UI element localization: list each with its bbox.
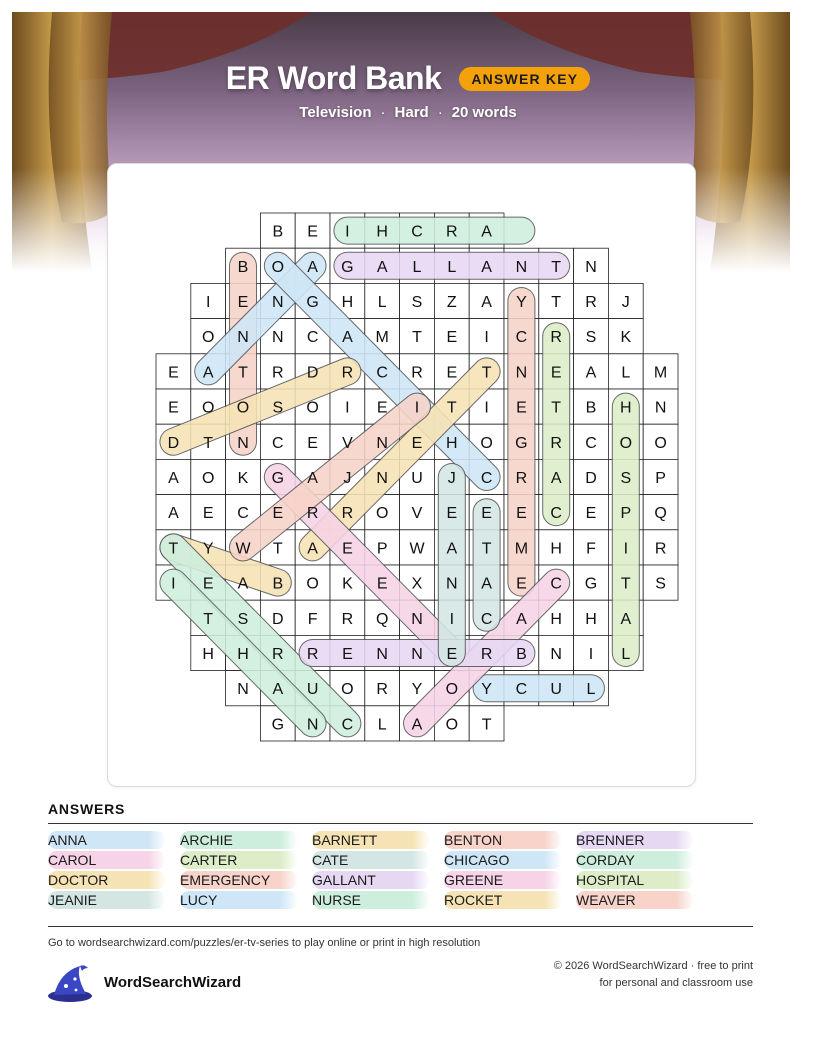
grid-letter: I — [205, 294, 211, 311]
grid-letter: E — [446, 364, 458, 382]
grid-letter: C — [585, 434, 597, 452]
grid-letter: B — [585, 399, 597, 417]
answer-word-archie: ARCHIE — [180, 831, 298, 849]
answer-word-carol: CAROL — [48, 851, 166, 869]
grid-letter: C — [341, 716, 354, 734]
grid-letter: D — [167, 434, 180, 452]
grid-letter: I — [414, 399, 420, 417]
grid-letter: R — [550, 434, 562, 452]
grid-letter: C — [237, 505, 249, 523]
grid-letter: I — [345, 399, 350, 417]
grid-letter: C — [411, 223, 423, 241]
grid-letter: X — [411, 575, 423, 593]
grid-letter: R — [341, 364, 354, 382]
grid-letter: A — [307, 470, 318, 487]
grid-letter: H — [237, 646, 249, 663]
grid-letter: N — [550, 646, 562, 663]
puzzle-link[interactable]: Go to wordsearchwizard.com/puzzles/er-tv-series to play online or print in high resolution — [48, 937, 481, 949]
grid-letter: P — [620, 505, 632, 523]
grid-letter: N — [237, 681, 249, 699]
grid-letter: I — [345, 223, 350, 241]
grid-letter: R — [480, 646, 493, 663]
grid-letter: U — [411, 470, 423, 487]
grid-letter: C — [480, 610, 493, 628]
grid-letter: A — [376, 258, 388, 276]
grid-letter: L — [621, 646, 631, 663]
answer-word-weaver: WEAVER — [576, 891, 694, 909]
grid-letter: S — [237, 610, 249, 628]
answers-divider — [48, 823, 753, 824]
grid-letter: O — [375, 505, 389, 523]
grid-letter: E — [411, 434, 423, 452]
grid-letter: E — [376, 575, 388, 593]
grid-letter: A — [516, 610, 527, 628]
answer-word-benton: BENTON — [444, 831, 562, 849]
answer-word-corday: CORDAY — [576, 851, 694, 869]
grid-letter: Y — [516, 294, 527, 311]
grid-letter: A — [307, 258, 318, 276]
grid-letter: H — [202, 646, 214, 663]
grid-letter: B — [237, 258, 249, 276]
wizard-hat-icon — [46, 962, 94, 1004]
grid-letter: N — [272, 294, 284, 311]
grid-letter: T — [551, 294, 562, 311]
grid-letter: F — [586, 540, 596, 558]
grid-letter: A — [237, 575, 249, 593]
grid-letter: I — [449, 610, 455, 628]
grid-letter: N — [585, 258, 597, 276]
grid-letter: T — [203, 610, 214, 628]
answer-word-doctor: DOCTOR — [48, 871, 166, 889]
grid-letter: E — [446, 505, 458, 523]
grid-letter: P — [655, 470, 666, 487]
grid-letter: B — [272, 575, 284, 593]
grid-letter: A — [168, 470, 179, 487]
answer-word-hospital: HOSPITAL — [576, 871, 694, 889]
grid-letter: O — [619, 434, 633, 452]
grid-letter: F — [307, 610, 318, 628]
grid-letter: K — [237, 470, 249, 487]
category-label: Television — [299, 104, 372, 121]
grid-letter: U — [306, 681, 319, 699]
meta-separator: · — [437, 104, 443, 121]
grid-letter: A — [307, 540, 318, 558]
answer-word-greene: GREENE — [444, 871, 562, 889]
grid-letter: C — [515, 329, 528, 347]
grid-letter: E — [342, 646, 353, 663]
grid-letter: L — [621, 364, 631, 382]
grid-letter: A — [411, 716, 423, 734]
grid-letter: C — [550, 505, 562, 523]
grid-letter: V — [342, 434, 353, 452]
grid-letter: C — [480, 470, 493, 487]
grid-letter: R — [272, 646, 284, 663]
answer-word-barnett: BARNETT — [312, 831, 430, 849]
grid-letter: R — [446, 223, 458, 241]
grid-letter: N — [446, 575, 458, 593]
grid-letter: E — [516, 505, 527, 523]
grid-letter: O — [201, 399, 215, 417]
grid-letter: H — [376, 223, 388, 241]
grid-letter: D — [306, 364, 319, 382]
grid-letter: J — [621, 294, 630, 311]
grid-letter: N — [306, 716, 319, 734]
grid-letter: T — [272, 540, 283, 558]
word-count-label: 20 words — [451, 104, 517, 121]
grid-letter: S — [620, 470, 632, 487]
answer-word-anna: ANNA — [48, 831, 166, 849]
grid-letter: T — [620, 575, 631, 593]
grid-letter: O — [480, 434, 493, 452]
grid-letter: Q — [375, 610, 389, 628]
grid-letter: E — [446, 646, 458, 663]
grid-letter: N — [376, 434, 388, 452]
grid-letter: N — [237, 329, 249, 347]
grid-letter: S — [585, 329, 597, 347]
grid-letter: S — [411, 294, 423, 311]
grid-letter: O — [445, 716, 459, 734]
grid-letter: O — [445, 681, 459, 699]
grid-letter: I — [588, 646, 594, 663]
grid-letter: B — [272, 223, 284, 241]
grid-letter: D — [585, 470, 597, 487]
grid-letter: A — [481, 223, 492, 241]
grid-letter: E — [342, 540, 353, 558]
grid-letter: H — [620, 399, 632, 417]
grid-letter: R — [306, 505, 319, 523]
grid-letter: D — [272, 610, 284, 628]
grid-letter: H — [585, 610, 597, 628]
grid-letter: Z — [446, 294, 457, 311]
grid-letter: E — [272, 505, 284, 523]
grid-letter: G — [515, 434, 528, 452]
answer-word-nurse: NURSE — [312, 891, 430, 909]
grid-letter: R — [376, 681, 388, 699]
grid-letter: K — [342, 575, 353, 593]
grid-letter: R — [341, 505, 354, 523]
grid-letter: E — [516, 575, 527, 593]
grid-letter: R — [550, 329, 562, 347]
grid-letter: C — [376, 364, 388, 382]
grid-letter: S — [655, 575, 666, 593]
grid-letter: N — [237, 434, 249, 452]
answer-word-lucy: LUCY — [180, 891, 298, 909]
grid-letter: T — [481, 716, 492, 734]
copyright-notice: © 2026 WordSearchWizard · free to print for personal and classroom use — [553, 960, 753, 989]
grid-letter: R — [654, 540, 667, 558]
grid-letter: R — [272, 364, 284, 382]
grid-letter: O — [236, 399, 250, 417]
grid-letter: L — [447, 258, 457, 276]
grid-letter: E — [585, 505, 597, 523]
grid-letter: E — [446, 329, 458, 347]
grid-letter: E — [516, 399, 527, 417]
grid-letter: Y — [481, 681, 492, 699]
grid-letter: E — [307, 223, 318, 241]
grid-letter: C — [306, 329, 319, 347]
grid-letter: A — [481, 258, 492, 276]
grid-letter: T — [446, 399, 457, 417]
grid-letter: N — [411, 610, 423, 628]
grid-letter: H — [341, 294, 354, 311]
grid-letter: E — [550, 364, 562, 382]
grid-letter: G — [584, 575, 598, 593]
grid-letter: W — [409, 540, 425, 558]
grid-letter: E — [481, 505, 492, 523]
grid-letter: R — [341, 610, 354, 628]
answer-word-carter: CARTER — [180, 851, 298, 869]
grid-letter: O — [341, 681, 354, 699]
grid-letter: A — [481, 294, 492, 311]
grid-letter: R — [515, 470, 528, 487]
grid-letter: H — [446, 434, 458, 452]
grid-letter: I — [484, 399, 489, 417]
answer-key-badge: ANSWER KEY — [459, 67, 590, 91]
grid-letter: N — [515, 258, 528, 276]
grid-letter: N — [515, 364, 528, 382]
grid-letter: T — [238, 364, 248, 382]
answer-word-gallant: GALLANT — [312, 871, 430, 889]
grid-letter: Y — [411, 681, 423, 699]
grid-letter: K — [620, 329, 632, 347]
grid-letter: A — [620, 610, 632, 628]
grid-letter: I — [484, 329, 489, 347]
answer-word-emergency: EMERGENCY — [180, 871, 298, 889]
grid-letter: L — [586, 681, 596, 699]
difficulty-label: Hard — [394, 104, 429, 121]
grid-letter: A — [550, 470, 562, 487]
grid-letter: O — [201, 470, 215, 487]
grid-letter: R — [411, 364, 423, 382]
grid-letter: L — [377, 294, 387, 311]
grid-letter: H — [550, 540, 562, 558]
grid-letter: M — [514, 540, 529, 558]
grid-letter: R — [585, 294, 597, 311]
grid-letter: T — [551, 258, 562, 276]
grid-letter: G — [271, 470, 285, 487]
grid-letter: N — [376, 470, 388, 487]
grid-letter: V — [411, 505, 423, 523]
grid-letter: E — [237, 294, 249, 311]
grid-letter: C — [550, 575, 562, 593]
grid-letter: O — [271, 258, 285, 276]
grid-letter: I — [623, 540, 629, 558]
grid-letter: T — [481, 364, 492, 382]
grid-letter: N — [411, 646, 423, 663]
grid-letter: R — [306, 646, 319, 663]
answer-word-chicago: CHICAGO — [444, 851, 562, 869]
grid-letter: T — [481, 540, 492, 558]
grid-letter: A — [202, 364, 214, 382]
grid-letter: H — [550, 610, 562, 628]
grid-letter: O — [306, 399, 319, 417]
grid-letter: A — [481, 575, 492, 593]
grid-letter: N — [376, 646, 388, 663]
grid-letter: O — [306, 575, 319, 593]
grid-letter: T — [412, 329, 422, 347]
grid-letter: Q — [654, 505, 667, 523]
footer-divider — [48, 926, 753, 927]
meta-separator: · — [380, 104, 386, 121]
grid-letter: N — [654, 399, 667, 417]
grid-letter: A — [168, 505, 179, 523]
grid-letter: S — [272, 399, 284, 417]
grid-letter: L — [377, 716, 387, 734]
grid-letter: B — [516, 646, 527, 663]
grid-letter: J — [343, 470, 352, 487]
grid-letter: A — [342, 329, 353, 347]
grid-letter: W — [235, 540, 251, 558]
grid-letter: C — [272, 434, 284, 452]
grid-letter: P — [376, 540, 388, 558]
grid-letter: L — [412, 258, 422, 276]
grid-letter: A — [272, 681, 284, 699]
grid-letter: E — [307, 434, 318, 452]
answers-heading: ANSWERS — [48, 801, 126, 817]
puzzle-title: ER Word Bank — [225, 60, 442, 96]
grid-letter: G — [271, 716, 285, 734]
answer-word-cate: CATE — [312, 851, 430, 869]
grid-letters — [168, 224, 668, 734]
grid-letter: E — [202, 505, 214, 523]
answer-word-rocket: ROCKET — [444, 891, 562, 909]
grid-letter: G — [341, 258, 354, 276]
grid-letter: C — [515, 681, 528, 699]
grid-letter: T — [203, 434, 214, 452]
grid-letter: E — [376, 399, 388, 417]
grid-letter: M — [653, 364, 668, 382]
grid-letter: E — [168, 364, 179, 382]
grid-letter: E — [202, 575, 214, 593]
grid-letter: O — [201, 329, 215, 347]
grid-letter: A — [585, 364, 597, 382]
grid-letter: Y — [202, 540, 214, 558]
grid-letter: M — [375, 329, 389, 347]
grid-letter: I — [171, 575, 176, 593]
grid-letter: J — [447, 470, 456, 487]
grid-letter: G — [306, 294, 319, 311]
answer-word-jeanie: JEANIE — [48, 891, 166, 909]
answer-word-brenner: BRENNER — [576, 831, 694, 849]
grid-letter: T — [551, 399, 562, 417]
grid-letter: A — [446, 540, 458, 558]
grid-letter: N — [272, 329, 284, 347]
brand-name: WordSearchWizard — [104, 974, 242, 991]
grid-letter: U — [550, 681, 562, 699]
grid-letter: E — [168, 399, 179, 417]
grid-letter: T — [168, 540, 179, 558]
grid-letter: O — [654, 434, 667, 452]
